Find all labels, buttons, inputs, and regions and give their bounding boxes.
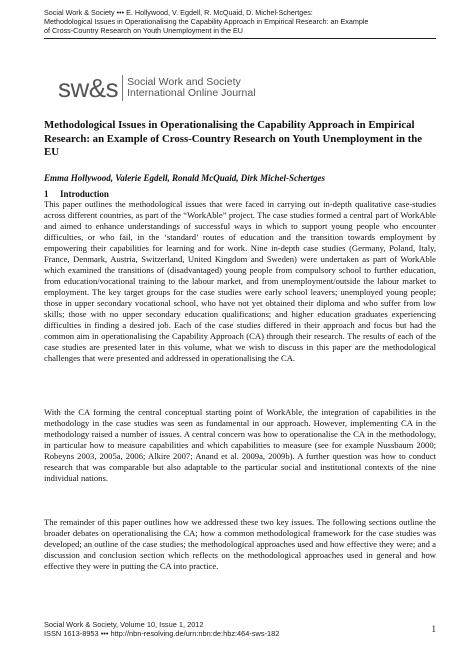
article-title: Methodological Issues in Operationalising the Capability Approach in Empirical Research: an Example of Cross-Country Research on Youth Unemployment in the EU xyxy=(44,119,423,158)
section-number: 1 xyxy=(44,189,49,199)
journal-name xyxy=(127,77,255,99)
journal-name-line-1: Social Work and Society xyxy=(127,76,241,88)
header-line-3: of Cross-Country Research on Youth Unemployment in the EU xyxy=(44,26,243,36)
journal-name-line-2: International Online Journal xyxy=(127,87,256,99)
section-title: Introduction xyxy=(60,189,109,199)
paragraph: This paper outlines the methodological issues that were faced in carrying out in-depth qualitative case-studies across different countries, as part of the “WorkAble” project. The case studies formed a central part of WorkAble and aimed to enhance understandings of successful ways in which to support young people who encounter difficulties, or who fail, in the ‘standard’ routes of education and the transition towards employment by empowering their capabilities for learning and for work. Nine in-depth case studies (Germany, Poland, Italy, France, Denmark, Austria, Switzerland, United Kingdom and Sweden) were undertaken as part of WorkAble which examined the transitions of (disadvantaged) young people from compulsory school to further education, from education/vocational training to the labour market, and from unemployment/outside the labour market to employment. The key target groups for the case studies were early school leavers; unemployed young people; those in upper secondary vocational school, who have not yet obtained their diploma and who suffer from low skills; those with no upper secondary education qualifications; and higher education graduates experiencing difficulties in finding a desired job. Each of the case studies differed in their approach and focus but had the common aim in operationalising the Capability Approach (CA) through their research. The results of each of the case studies are presented later in this volume, what we wish to discuss in this paper are the methodological challenges that were presented and addressed in operationalising the CA. xyxy=(44,199,436,363)
article-authors: Emma Hollywood, Valerie Egdell, Ronald McQuaid, Dirk Michel-Schertges xyxy=(44,173,326,183)
header-line-2: Methodological Issues in Operationalising the Capability Approach in Empirical Research: an Example xyxy=(44,17,369,27)
page-footer xyxy=(44,620,436,639)
footer-citation: Social Work & Society, Volume 10, Issue 1, 2012 xyxy=(44,620,204,629)
running-header xyxy=(44,8,436,36)
header-divider xyxy=(44,38,436,39)
journal-logo-mark: sw&s xyxy=(58,73,119,103)
paragraph: The remainder of this paper outlines how we addressed these two key issues. The following sections outline the broader debates on operationalising the CA; how a common methodological framework for the case studies was developed; an outline of the case studies; the methodological approaches used and how effective they were; and a discussion and conclusion section which reflects on the methodological approaches used in general and how effective they were in putting the CA into practice. xyxy=(44,517,436,571)
journal-logo xyxy=(58,72,256,104)
footer-issn-url: ISSN 1613-8953 ••• http://nbn-resolving.de/urn:nbn:de:hbz:464-sws-182 xyxy=(44,629,280,639)
page-number: 1 xyxy=(431,624,436,634)
paragraph: With the CA forming the central conceptual starting point of WorkAble, the integration of capabilities in the methodology in the case studies was seen as fundamental in our approach. However, implementing CA in the methodology raised a number of issues. A central concern was how to operationalise the CA in the methodology, in particular how to measure capabilities and which capabilities to measure (see for example Nussbaum 2000; Robeyns 2003, 2005a, 2006; Alkire 2007; Anand et al. 2009a, 2009b). A further question was how to conduct research that was comparable but also adaptable to the particular social and institutional contexts of the nine individual nations. xyxy=(44,407,436,483)
header-line-1: Social Work & Society ••• E. Hollywood, V. Egdell, R. McQuaid, D. Michel-Schertges: xyxy=(44,8,313,17)
logo-divider xyxy=(122,75,123,101)
